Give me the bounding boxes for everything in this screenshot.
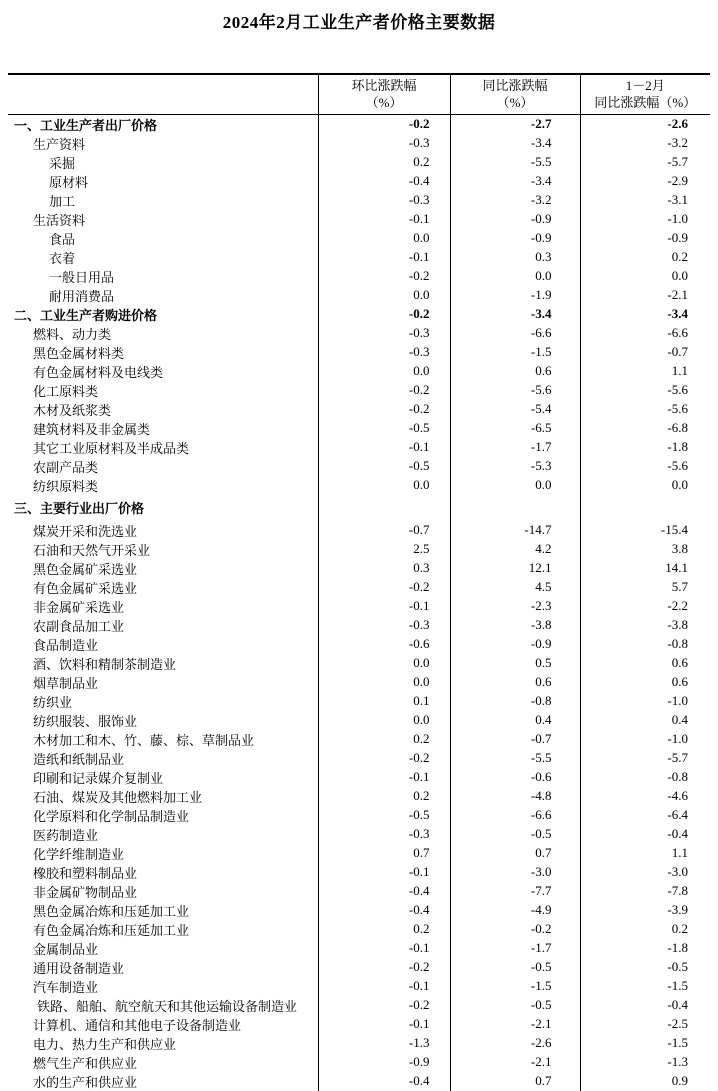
cell-value: 1.1: [580, 844, 710, 863]
cell-value: -0.5: [318, 806, 450, 825]
table-row: [8, 438, 710, 457]
cell-value: 0.0: [580, 267, 710, 286]
row-label: 通用设备制造业: [33, 960, 125, 976]
cell-value: 0.0: [318, 654, 450, 673]
cell-value: -0.2: [318, 958, 450, 977]
table-row: [8, 977, 710, 996]
table-row: [8, 1015, 710, 1034]
cell-value: -0.2: [318, 749, 450, 768]
table-row: [8, 882, 710, 901]
row-label: 食品制造业: [33, 637, 99, 653]
cell-value: -0.2: [450, 920, 580, 939]
cell-value: -3.8: [580, 616, 710, 635]
cell-value: -2.2: [580, 597, 710, 616]
table-row: [8, 381, 710, 400]
cell-value: -0.9: [580, 229, 710, 248]
cell-value: -0.7: [580, 343, 710, 362]
page-title: 2024年2月工业生产者价格主要数据: [222, 13, 496, 32]
cell-value: 0.3: [318, 559, 450, 578]
table-row: [8, 920, 710, 939]
cell-value: -3.2: [450, 191, 580, 210]
cell-value: -0.1: [318, 438, 450, 457]
cell-value: -0.7: [318, 521, 450, 540]
cell-value: 0.9: [580, 1072, 710, 1091]
cell-value: -1.0: [580, 730, 710, 749]
cell-value: 12.1: [450, 559, 580, 578]
cell-value: -0.4: [580, 825, 710, 844]
cell-value: -5.4: [450, 400, 580, 419]
row-label: 石油和天然气开采业: [33, 542, 151, 558]
cell-value: 0.0: [450, 476, 580, 495]
cell-value: -0.8: [580, 768, 710, 787]
cell-value: -5.5: [450, 153, 580, 172]
row-label: 石油、煤炭及其他燃料加工业: [33, 789, 203, 805]
cell-value: -2.9: [580, 172, 710, 191]
cell-value: 0.0: [318, 362, 450, 381]
table-row: [8, 806, 710, 825]
cell-value: -1.8: [580, 438, 710, 457]
row-label: 一、工业生产者出厂价格: [14, 117, 158, 133]
table-row: [8, 996, 710, 1015]
row-label: 黑色金属冶炼和压延加工业: [33, 903, 190, 919]
row-label: 烟草制品业: [33, 675, 99, 691]
table-row: [8, 939, 710, 958]
cell-value: -6.6: [450, 806, 580, 825]
table-row: [8, 229, 710, 248]
cell-value: 0.6: [450, 673, 580, 692]
cell-value: -1.5: [580, 1034, 710, 1053]
cell-value: -0.3: [318, 343, 450, 362]
cell-value: 14.1: [580, 559, 710, 578]
cell-value: -1.5: [450, 977, 580, 996]
row-label: 煤炭开采和洗选业: [33, 523, 138, 539]
cell-value: 0.4: [580, 711, 710, 730]
table-row: [8, 749, 710, 768]
cell-value: -6.5: [450, 419, 580, 438]
cell-value: -5.6: [580, 381, 710, 400]
row-label: 燃气生产和供应业: [33, 1055, 138, 1071]
cell-value: -4.8: [450, 787, 580, 806]
row-label: 有色金属冶炼和压延加工业: [33, 922, 190, 938]
table-row: [8, 210, 710, 229]
cell-value: 0.2: [318, 153, 450, 172]
cell-value: -3.4: [450, 134, 580, 153]
cell-value: -0.6: [318, 635, 450, 654]
cell-value: -0.4: [318, 901, 450, 920]
cell-value: 1.1: [580, 362, 710, 381]
col-header-janfeb-yoy-change: [580, 74, 710, 114]
row-label: 造纸和纸制品业: [33, 751, 125, 767]
cell-value: 2.5: [318, 540, 450, 559]
row-label: 金属制品业: [33, 941, 99, 957]
cell-value: -6.8: [580, 419, 710, 438]
cell-value: 0.7: [318, 844, 450, 863]
row-label: 黑色金属材料类: [33, 345, 125, 361]
row-label: 食品: [49, 231, 76, 247]
cell-value: -0.6: [450, 768, 580, 787]
cell-value: -0.4: [318, 172, 450, 191]
cell-value: -1.0: [580, 692, 710, 711]
cell-value: 0.0: [318, 229, 450, 248]
table-row: [8, 540, 710, 559]
cell-value: 0.0: [318, 286, 450, 305]
cell-value: -0.9: [450, 210, 580, 229]
table-row: [8, 191, 710, 210]
cell-value: -1.9: [450, 286, 580, 305]
cell-value: -0.9: [450, 229, 580, 248]
table-row: [8, 419, 710, 438]
cell-value: -0.2: [318, 578, 450, 597]
row-label: 酒、饮料和精制茶制造业: [33, 656, 177, 672]
cell-value: -0.1: [318, 939, 450, 958]
cell-value: -2.1: [450, 1015, 580, 1034]
row-label: 有色金属矿采选业: [33, 580, 138, 596]
row-label: 橡胶和塑料制品业: [33, 865, 138, 881]
cell-value: [450, 495, 580, 521]
cell-value: -2.6: [450, 1034, 580, 1053]
table-row: [8, 673, 710, 692]
cell-value: 0.0: [450, 267, 580, 286]
cell-value: 5.7: [580, 578, 710, 597]
cell-value: [580, 495, 710, 521]
row-label: 耐用消费品: [49, 288, 115, 304]
table-row: [8, 844, 710, 863]
cell-value: -4.6: [580, 787, 710, 806]
row-label: 非金属矿物制品业: [33, 884, 138, 900]
row-label: 计算机、通信和其他电子设备制造业: [33, 1017, 242, 1033]
cell-value: -0.1: [318, 863, 450, 882]
cell-value: -3.0: [580, 863, 710, 882]
col-header-janfeb-line1: 1－2月: [625, 78, 665, 94]
corner-cell: [8, 74, 318, 114]
cell-value: -3.0: [450, 863, 580, 882]
cell-value: -0.3: [318, 191, 450, 210]
cell-value: -14.7: [450, 521, 580, 540]
cell-value: -0.1: [318, 768, 450, 787]
cell-value: -0.2: [318, 996, 450, 1015]
table-row: [8, 114, 710, 134]
cell-value: -0.1: [318, 1015, 450, 1034]
table-header: [8, 74, 710, 114]
cell-value: -5.7: [580, 153, 710, 172]
table-row: [8, 901, 710, 920]
cell-value: -0.5: [450, 825, 580, 844]
row-label: 化工原料类: [33, 383, 99, 399]
table-row: [8, 362, 710, 381]
cell-value: 0.0: [318, 711, 450, 730]
table-row: [8, 305, 710, 324]
col-header-yoy-line2: （%）: [496, 95, 534, 111]
cell-value: -0.1: [318, 248, 450, 267]
cell-value: [318, 495, 450, 521]
cell-value: -0.2: [318, 114, 450, 134]
cell-value: 0.7: [450, 844, 580, 863]
cell-value: 0.2: [318, 730, 450, 749]
table-row: [8, 400, 710, 419]
row-label: 电力、热力生产和供应业: [33, 1036, 177, 1052]
table-row: [8, 597, 710, 616]
row-label: 纺织业: [33, 694, 73, 710]
table-row: [8, 267, 710, 286]
cell-value: 0.1: [318, 692, 450, 711]
row-label: 化学纤维制造业: [33, 846, 125, 862]
cell-value: 0.6: [450, 362, 580, 381]
cell-value: -0.8: [580, 635, 710, 654]
cell-value: -0.1: [318, 210, 450, 229]
table-row: [8, 457, 710, 476]
row-label: 纺织服装、服饰业: [33, 713, 138, 729]
row-label: 一般日用品: [49, 269, 115, 285]
cell-value: -0.5: [580, 958, 710, 977]
cell-value: -0.3: [318, 616, 450, 635]
cell-value: -5.6: [450, 381, 580, 400]
col-header-yoy-line1: 同比涨跌幅: [482, 78, 548, 94]
cell-value: -0.5: [450, 958, 580, 977]
cell-value: -0.8: [450, 692, 580, 711]
cell-value: -5.6: [580, 457, 710, 476]
cell-value: -5.7: [580, 749, 710, 768]
cell-value: -2.1: [450, 1053, 580, 1072]
cell-value: -0.2: [318, 267, 450, 286]
cell-value: -0.5: [318, 457, 450, 476]
cell-value: -2.1: [580, 286, 710, 305]
table-body: [8, 114, 710, 1091]
table-row: [8, 825, 710, 844]
cell-value: -2.5: [580, 1015, 710, 1034]
row-label: 燃料、动力类: [33, 326, 112, 342]
cell-value: 0.2: [580, 248, 710, 267]
cell-value: -1.3: [580, 1053, 710, 1072]
cell-value: -3.4: [580, 305, 710, 324]
header-row: [8, 74, 710, 114]
cell-value: -3.4: [450, 172, 580, 191]
cell-value: 0.2: [580, 920, 710, 939]
row-label: 印刷和记录媒介复制业: [33, 770, 164, 786]
cell-value: -0.1: [318, 597, 450, 616]
row-label: 采掘: [49, 155, 76, 171]
cell-value: -1.5: [450, 343, 580, 362]
cell-value: 0.0: [318, 476, 450, 495]
cell-value: -6.6: [580, 324, 710, 343]
cell-value: -0.3: [318, 324, 450, 343]
col-header-mom-change: [318, 74, 450, 114]
cell-value: -0.5: [450, 996, 580, 1015]
cell-value: -0.7: [450, 730, 580, 749]
row-label: 水的生产和供应业: [33, 1074, 138, 1090]
table-row: [8, 521, 710, 540]
table-row: [8, 495, 710, 521]
cell-value: 0.2: [318, 787, 450, 806]
row-label: 农副食品加工业: [33, 618, 125, 634]
cell-value: -3.1: [580, 191, 710, 210]
row-label: 医药制造业: [33, 827, 99, 843]
cell-value: -0.5: [318, 419, 450, 438]
cell-value: -6.4: [580, 806, 710, 825]
cell-value: 0.4: [450, 711, 580, 730]
row-label: 生产资料: [33, 136, 86, 152]
cell-value: -5.5: [450, 749, 580, 768]
row-label: 衣着: [49, 250, 76, 266]
cell-value: 0.3: [450, 248, 580, 267]
table-row: [8, 768, 710, 787]
cell-value: 4.2: [450, 540, 580, 559]
cell-value: -1.5: [580, 977, 710, 996]
row-label: 黑色金属矿采选业: [33, 561, 138, 577]
table-row: [8, 324, 710, 343]
table-row: [8, 248, 710, 267]
cell-value: -4.9: [450, 901, 580, 920]
cell-value: 0.7: [450, 1072, 580, 1091]
table-row: [8, 1053, 710, 1072]
cell-value: -0.2: [318, 381, 450, 400]
row-label: 二、工业生产者购进价格: [14, 307, 158, 323]
price-data-table: [8, 73, 710, 1091]
row-label: 农副产品类: [33, 459, 99, 475]
col-header-yoy-change: [450, 74, 580, 114]
cell-value: -0.9: [450, 635, 580, 654]
cell-value: -1.7: [450, 939, 580, 958]
table-row: [8, 654, 710, 673]
cell-value: -0.2: [318, 305, 450, 324]
row-label: 其它工业原材料及半成品类: [33, 440, 190, 456]
table-row: [8, 172, 710, 191]
row-label: 汽车制造业: [33, 979, 99, 995]
cell-value: -3.8: [450, 616, 580, 635]
cell-value: 0.5: [450, 654, 580, 673]
cell-value: -0.9: [318, 1053, 450, 1072]
table-row: [8, 787, 710, 806]
cell-value: -0.4: [318, 1072, 450, 1091]
cell-value: -6.6: [450, 324, 580, 343]
table-row: [8, 711, 710, 730]
table-row: [8, 559, 710, 578]
row-label: 纺织原料类: [33, 478, 99, 494]
cell-value: -3.9: [580, 901, 710, 920]
row-label: 有色金属材料及电线类: [33, 364, 164, 380]
cell-value: -2.3: [450, 597, 580, 616]
table-row: [8, 958, 710, 977]
cell-value: -1.3: [318, 1034, 450, 1053]
cell-value: -0.4: [580, 996, 710, 1015]
table-row: [8, 692, 710, 711]
row-label: 加工: [49, 193, 76, 209]
cell-value: 0.0: [580, 476, 710, 495]
cell-value: -0.2: [318, 400, 450, 419]
table-row: [8, 343, 710, 362]
cell-value: -0.1: [318, 977, 450, 996]
row-label: 原材料: [49, 174, 89, 190]
cell-value: -0.3: [318, 134, 450, 153]
cell-value: 0.0: [318, 673, 450, 692]
cell-value: 0.2: [318, 920, 450, 939]
cell-value: -7.8: [580, 882, 710, 901]
row-label: 化学原料和化学制品制造业: [33, 808, 190, 824]
cell-value: -1.7: [450, 438, 580, 457]
col-header-mom-line2: （%）: [365, 95, 403, 111]
table-row: [8, 730, 710, 749]
table-row: [8, 476, 710, 495]
cell-value: -0.3: [318, 825, 450, 844]
cell-value: -1.0: [580, 210, 710, 229]
col-header-janfeb-line2: 同比涨跌幅（%）: [594, 95, 697, 111]
cell-value: -15.4: [580, 521, 710, 540]
row-label: 非金属矿采选业: [33, 599, 125, 615]
cell-value: 0.6: [580, 654, 710, 673]
row-label: 生活资料: [33, 212, 86, 228]
table-row: [8, 1072, 710, 1091]
cell-value: -5.6: [580, 400, 710, 419]
cell-value: -3.2: [580, 134, 710, 153]
table-row: [8, 153, 710, 172]
table-row: [8, 635, 710, 654]
cell-value: 4.5: [450, 578, 580, 597]
table-row: [8, 1034, 710, 1053]
cell-value: 3.8: [580, 540, 710, 559]
row-label: 铁路、船舶、航空航天和其他运输设备制造业: [37, 998, 298, 1014]
cell-value: -2.6: [580, 114, 710, 134]
cell-value: -1.8: [580, 939, 710, 958]
cell-value: -0.4: [318, 882, 450, 901]
cell-value: -3.4: [450, 305, 580, 324]
table-row: [8, 863, 710, 882]
cell-value: -2.7: [450, 114, 580, 134]
cell-value: -7.7: [450, 882, 580, 901]
row-label: 建筑材料及非金属类: [33, 421, 151, 437]
row-label: 木材及纸浆类: [33, 402, 112, 418]
row-label: 三、主要行业出厂价格: [14, 501, 145, 516]
cell-value: -5.3: [450, 457, 580, 476]
row-label: 木材加工和木、竹、藤、棕、草制品业: [33, 732, 255, 748]
table-row: [8, 286, 710, 305]
table-row: [8, 578, 710, 597]
table-row: [8, 616, 710, 635]
cell-value: 0.6: [580, 673, 710, 692]
table-row: [8, 134, 710, 153]
col-header-mom-line1: 环比涨跌幅: [351, 78, 417, 94]
